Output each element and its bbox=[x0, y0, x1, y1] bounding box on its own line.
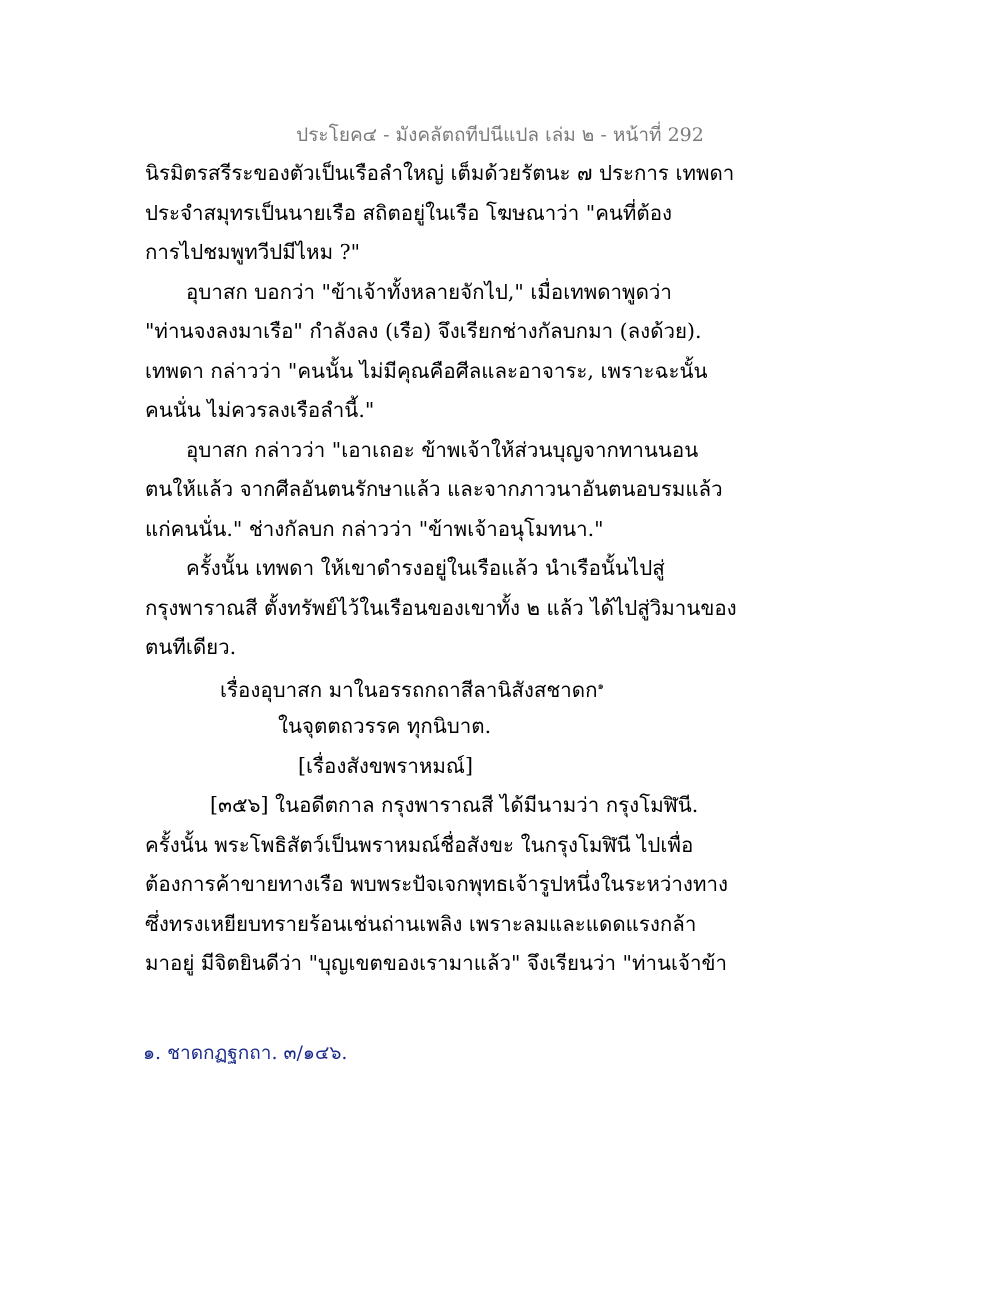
page-header bbox=[0, 120, 1000, 150]
text-line: ครั้งนั้น เทพดา ให้เขาดำรงอยู่ในเรือแล้ว นำเรือนั้นไปสู่ bbox=[186, 556, 665, 580]
story-source-line bbox=[220, 672, 604, 705]
text-line: การไปชมพูทวีปมีไหม ?" bbox=[145, 240, 361, 264]
text-line: แก่คนนั่น." ช่างกัลบก กล่าวว่า "ข้าพเจ้าอนุโมทนา." bbox=[145, 517, 604, 541]
text-line: อุบาสก บอกว่า "ข้าเจ้าทั้งหลายจักไป," เมื่อเทพดาพูดว่า bbox=[186, 280, 672, 304]
text-line: มาอยู่ มีจิตยินดีว่า "บุญเขตของเรามาแล้ว" จึงเรียนว่า "ท่านเจ้าข้า bbox=[145, 951, 728, 975]
text-line: ซึ่งทรงเหยียบทรายร้อนเช่นถ่านเพลิง เพราะลมและแดดแรงกล้า bbox=[145, 912, 697, 936]
footnote-marker: ๑ bbox=[597, 681, 604, 692]
text-line: ตนทีเดียว. bbox=[145, 635, 237, 659]
text-line: กรุงพาราณสี ตั้งทรัพย์ไว้ในเรือนของเขาทั้ง ๒ แล้ว ได้ไปสู่วิมานของ bbox=[145, 596, 737, 620]
text-line: ต้องการค้าขายทางเรือ พบพระปัจเจกพุทธเจ้ารูปหนึ่งในระหว่างทาง bbox=[145, 872, 728, 896]
story-source-line: ในจุตตถวรรค ทุกนิบาต. bbox=[278, 714, 492, 738]
text-line: "ท่านจงลงมาเรือ" กำลังลง (เรือ) จึงเรียกช่างกัลบกมา (ลงด้วย). bbox=[145, 319, 702, 343]
footnote: ๑. ชาดกฏฐกถา. ๓/๑๔๖. bbox=[143, 1042, 348, 1064]
text-line: [๓๕๖] ในอดีตกาล กรุงพาราณสี ได้มีนามว่า กรุงโมฬินี. bbox=[210, 793, 699, 817]
text-line: นิรมิตรสรีระของตัวเป็นเรือลำใหญ่ เต็มด้วยรัตนะ ๗ ประการ เทพดา bbox=[145, 161, 735, 185]
story-title: [เรื่องสังขพราหมณ์] bbox=[298, 754, 473, 778]
text-line: ประจำสมุทรเป็นนายเรือ สถิตอยู่ในเรือ โฆษณาว่า "คนที่ต้อง bbox=[145, 201, 673, 225]
text-line: เทพดา กล่าวว่า "คนนั้น ไม่มีคุณคือศีลและอาจาระ, เพราะฉะนั้น bbox=[145, 359, 708, 383]
text-line: ครั้งนั้น พระโพธิสัตว์เป็นพราหมณ์ชื่อสังขะ ในกรุงโมฬินี ไปเพื่อ bbox=[145, 833, 694, 857]
story-source-text: เรื่องอุบาสก มาในอรรถกถาสีลานิสังสชาดก bbox=[220, 677, 598, 702]
text-line: คนนั่น ไม่ควรลงเรือลำนี้." bbox=[145, 398, 375, 422]
text-line: ตนให้แล้ว จากศีลอันตนรักษาแล้ว และจากภาวนาอันตนอบรมแล้ว bbox=[145, 477, 723, 501]
page-header-text: ประโยค๔ - มังคลัตถทีปนีแปล เล่ม ๒ - หน้าที่ 292 bbox=[296, 124, 704, 146]
text-line: อุบาสก กล่าวว่า "เอาเถอะ ข้าพเจ้าให้ส่วนบุญจากทานนอน bbox=[186, 438, 699, 462]
